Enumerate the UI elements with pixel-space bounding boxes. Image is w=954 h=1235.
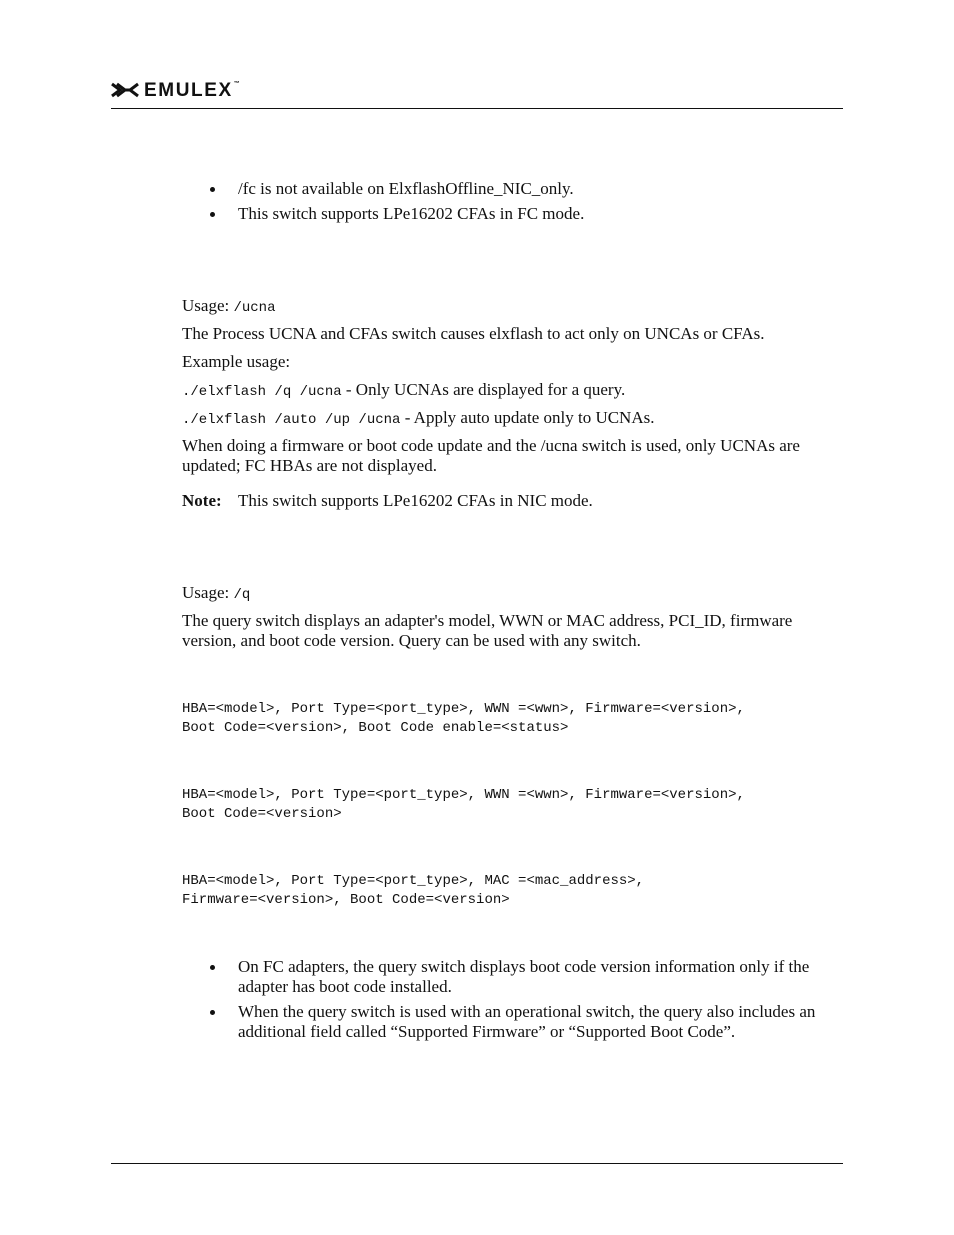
example-line	[182, 408, 654, 430]
note-label: Note:	[182, 491, 222, 510]
list-item: On FC adapters, the query switch displays boot code version information only if the adapter has boot code installed.	[210, 957, 842, 997]
example-line	[182, 380, 625, 402]
example-code: ./elxflash /auto /up /ucna	[182, 412, 401, 428]
emulex-logo-icon	[111, 82, 139, 98]
code-block: HBA=<model>, Port Type=<port_type>, WWN =<wwn>, Firmware=<version>, Boot Code=<version>	[182, 787, 745, 822]
ucna-description: The Process UCNA and CFAs switch causes elxflash to act only on UNCAs or CFAs.	[182, 324, 765, 343]
list-item: /fc is not available on ElxflashOffline_NIC_only.	[210, 179, 830, 199]
code-block: HBA=<model>, Port Type=<port_type>, WWN =<wwn>, Firmware=<version>, Boot Code=<version>, Boot Code enable=<status>	[182, 701, 745, 736]
ucna-usage	[182, 296, 275, 318]
note-text: This switch supports LPe16202 CFAs in NIC mode.	[238, 491, 593, 510]
example-usage-label: Example usage:	[182, 352, 291, 371]
example-text: - Only UCNAs are displayed for a query.	[341, 380, 626, 399]
ucna-update-text: When doing a firmware or boot code update and the /ucna switch is used, only UCNAs are updated; FC HBAs are not displayed.	[182, 436, 800, 475]
usage-label: Usage:	[182, 583, 234, 602]
emulex-logo	[111, 79, 241, 101]
code-block: HBA=<model>, Port Type=<port_type>, MAC =<mac_address>, Firmware=<version>, Boot Code=<version>	[182, 873, 645, 908]
usage-code: /q	[233, 587, 251, 603]
footer-rule	[111, 1163, 843, 1164]
query-notes-list	[210, 957, 842, 1047]
query-description: The query switch displays an adapter's model, WWN or MAC address, PCI_ID, firmware version, and boot code version. Query can be used with any switch.	[182, 611, 793, 650]
usage-label: Usage:	[182, 296, 234, 315]
fc-notes-list	[210, 179, 830, 229]
list-item: When the query switch is used with an operational switch, the query also includes an additional field called “Supported Firmware” or “Supported Boot Code”.	[210, 1002, 842, 1042]
query-usage	[182, 583, 250, 605]
list-item: This switch supports LPe16202 CFAs in FC mode.	[210, 204, 830, 224]
ucna-note	[182, 491, 593, 511]
usage-code: /ucna	[233, 300, 276, 316]
example-code: ./elxflash /q /ucna	[182, 384, 342, 400]
header-rule	[111, 108, 843, 109]
logo-wordmark: EMULEX™	[144, 79, 242, 101]
example-text: - Apply auto update only to UCNAs.	[400, 408, 655, 427]
